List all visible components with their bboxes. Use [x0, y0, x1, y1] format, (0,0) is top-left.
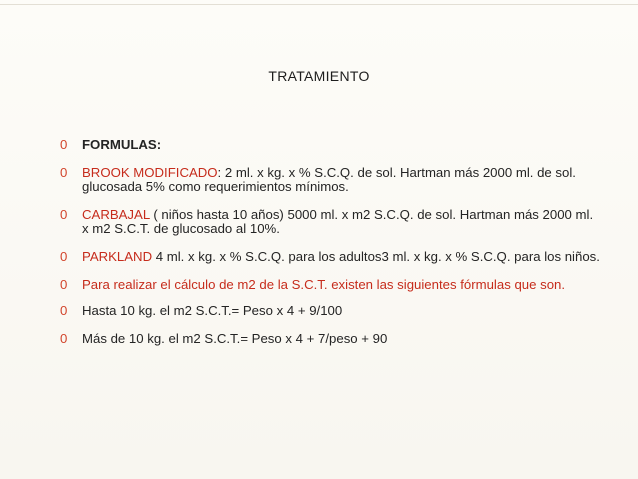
slide-top-rule [0, 4, 638, 8]
bullet-list [60, 138, 600, 360]
list-item-carbajal [60, 208, 600, 236]
list-item-sct-under10 [60, 304, 600, 318]
sct-over10-text: Más de 10 kg. el m2 S.C.T.= Peso x 4 + 7/peso + 90 [82, 331, 388, 346]
bullet-marker: 0 [60, 331, 68, 346]
list-item-sct-intro [60, 278, 600, 292]
bullet-marker: 0 [60, 249, 68, 264]
carbajal-text: ( niños hasta 10 años) 5000 ml. x m2 S.C.Q. de sol. Hartman más 2000 ml. x m2 S.C.T. de glucosado al 10%. [82, 207, 594, 236]
parkland-label: PARKLAND [82, 249, 153, 264]
list-item-brook [60, 166, 600, 194]
sct-intro-text: Para realizar el cálculo de m2 de la S.C.T. existen las siguientes fórmulas que son. [82, 277, 566, 292]
brook-text: : 2 ml. x kg. x % S.C.Q. de sol. Hartman más 2000 ml. de sol. glucosada 5% como requerimientos mínimos. [82, 165, 576, 194]
bullet-marker: 0 [60, 303, 68, 318]
slide-title: TRATAMIENTO [268, 68, 370, 84]
bullet-marker: 0 [60, 207, 68, 222]
sct-under10-text: Hasta 10 kg. el m2 S.C.T.= Peso x 4 + 9/100 [82, 303, 343, 318]
list-item-formulas [60, 138, 600, 152]
bullet-marker: 0 [60, 137, 68, 152]
brook-label: BROOK MODIFICADO [82, 165, 218, 180]
parkland-text: 4 ml. x kg. x % S.C.Q. para los adultos3 ml. x kg. x % S.C.Q. para los niños. [152, 249, 600, 264]
list-item-parkland [60, 250, 600, 264]
formulas-heading: FORMULAS: [82, 137, 162, 152]
list-item-sct-over10 [60, 332, 600, 346]
carbajal-label: CARBAJAL [82, 207, 150, 222]
bullet-marker: 0 [60, 277, 68, 292]
bullet-marker: 0 [60, 165, 68, 180]
